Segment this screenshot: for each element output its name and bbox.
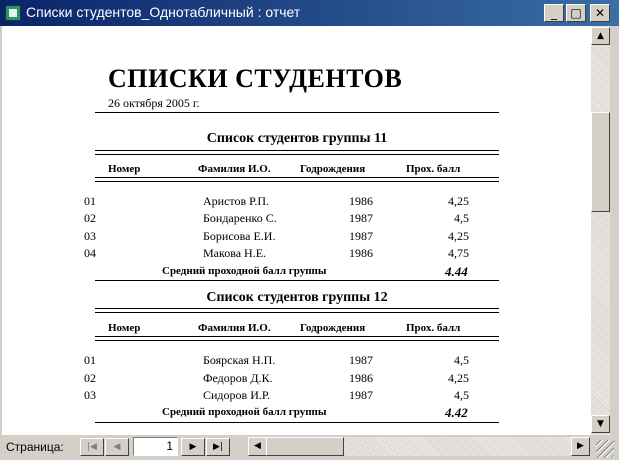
report-icon bbox=[5, 5, 21, 21]
row-year: 1987 bbox=[349, 229, 373, 243]
maximize-button[interactable]: □ bbox=[566, 4, 586, 22]
vertical-scroll-thumb[interactable] bbox=[591, 112, 610, 212]
page-number-input[interactable]: 1 bbox=[133, 437, 178, 456]
group-average-value: 4.44 bbox=[445, 264, 468, 279]
horizontal-scrollbar[interactable] bbox=[248, 437, 590, 456]
row-number: 01 bbox=[84, 353, 96, 367]
group-average-label: Средний проходной балл группы bbox=[162, 265, 327, 277]
record-navigation-bar bbox=[0, 435, 619, 460]
horizontal-scroll-thumb[interactable] bbox=[266, 437, 344, 456]
group-average-value: 4.42 bbox=[445, 405, 468, 420]
row-year: 1987 bbox=[349, 211, 373, 225]
scroll-right-button[interactable]: ▶ bbox=[571, 437, 590, 456]
vertical-scrollbar[interactable] bbox=[591, 26, 610, 435]
row-score: 4,5 bbox=[454, 353, 469, 367]
row-number: 02 bbox=[84, 211, 96, 225]
row-number: 01 bbox=[84, 194, 96, 208]
report-preview bbox=[2, 26, 591, 435]
row-score: 4,5 bbox=[454, 388, 469, 402]
row-name: Макова Н.Е. bbox=[203, 246, 267, 260]
group-bottom-divider bbox=[95, 280, 499, 281]
group-title: Список студентов группы 12 bbox=[206, 290, 388, 305]
row-year: 1986 bbox=[349, 194, 373, 208]
column-header-divider bbox=[95, 336, 499, 341]
window-title: Списки студентов_Однотабличный : отчет bbox=[26, 4, 301, 20]
row-year: 1987 bbox=[349, 388, 373, 402]
last-page-button[interactable]: ▶| bbox=[206, 438, 230, 456]
row-year: 1986 bbox=[349, 246, 373, 260]
scroll-left-button[interactable]: ◀ bbox=[248, 437, 267, 456]
minimize-button[interactable]: _ bbox=[544, 4, 564, 22]
row-year: 1987 bbox=[349, 353, 373, 367]
header-divider bbox=[95, 112, 499, 113]
row-score: 4,25 bbox=[448, 371, 469, 385]
page-label: Страница: bbox=[6, 440, 64, 454]
row-number: 04 bbox=[84, 246, 96, 260]
previous-page-button[interactable]: ◀ bbox=[105, 438, 129, 456]
row-score: 4,25 bbox=[448, 229, 469, 243]
group-divider bbox=[95, 308, 499, 313]
column-header-year: Годрождения bbox=[300, 322, 366, 334]
row-year: 1986 bbox=[349, 371, 373, 385]
group-bottom-divider bbox=[95, 422, 499, 423]
scroll-down-button[interactable]: ▼ bbox=[591, 415, 610, 433]
report-title: СПИСКИ СТУДЕНТОВ bbox=[108, 64, 403, 93]
row-name: Бондаренко С. bbox=[203, 211, 277, 225]
group-divider bbox=[95, 150, 499, 155]
row-number: 03 bbox=[84, 388, 96, 402]
row-number: 03 bbox=[84, 229, 96, 243]
row-name: Боярская Н.П. bbox=[203, 353, 276, 367]
row-name: Сидоров И.Р. bbox=[203, 388, 271, 402]
group-title: Список студентов группы 11 bbox=[206, 131, 388, 146]
row-score: 4,5 bbox=[454, 211, 469, 225]
report-date: 26 октября 2005 г. bbox=[108, 96, 200, 110]
column-header-number: Номер bbox=[108, 322, 141, 334]
first-page-button[interactable]: |◀ bbox=[80, 438, 104, 456]
row-score: 4,25 bbox=[448, 194, 469, 208]
close-button[interactable]: ✕ bbox=[590, 4, 610, 22]
column-header-score: Прох. балл bbox=[406, 322, 461, 334]
title-bar[interactable] bbox=[0, 0, 619, 26]
resize-grip[interactable] bbox=[596, 440, 614, 458]
column-header-name: Фамилия И.О. bbox=[198, 322, 271, 334]
row-name: Аристов Р.П. bbox=[203, 194, 270, 208]
row-name: Федоров Д.К. bbox=[203, 371, 273, 385]
column-header-score: Прох. балл bbox=[406, 163, 461, 175]
row-score: 4,75 bbox=[448, 246, 469, 260]
group-average-label: Средний проходной балл группы bbox=[162, 406, 327, 418]
column-header-divider bbox=[95, 177, 499, 182]
row-number: 02 bbox=[84, 371, 96, 385]
scroll-up-button[interactable]: ▲ bbox=[591, 27, 610, 45]
next-page-button[interactable]: ▶ bbox=[181, 438, 205, 456]
row-name: Борисова Е.И. bbox=[203, 229, 276, 243]
column-header-name: Фамилия И.О. bbox=[198, 163, 271, 175]
column-header-year: Годрождения bbox=[300, 163, 366, 175]
column-header-number: Номер bbox=[108, 163, 141, 175]
